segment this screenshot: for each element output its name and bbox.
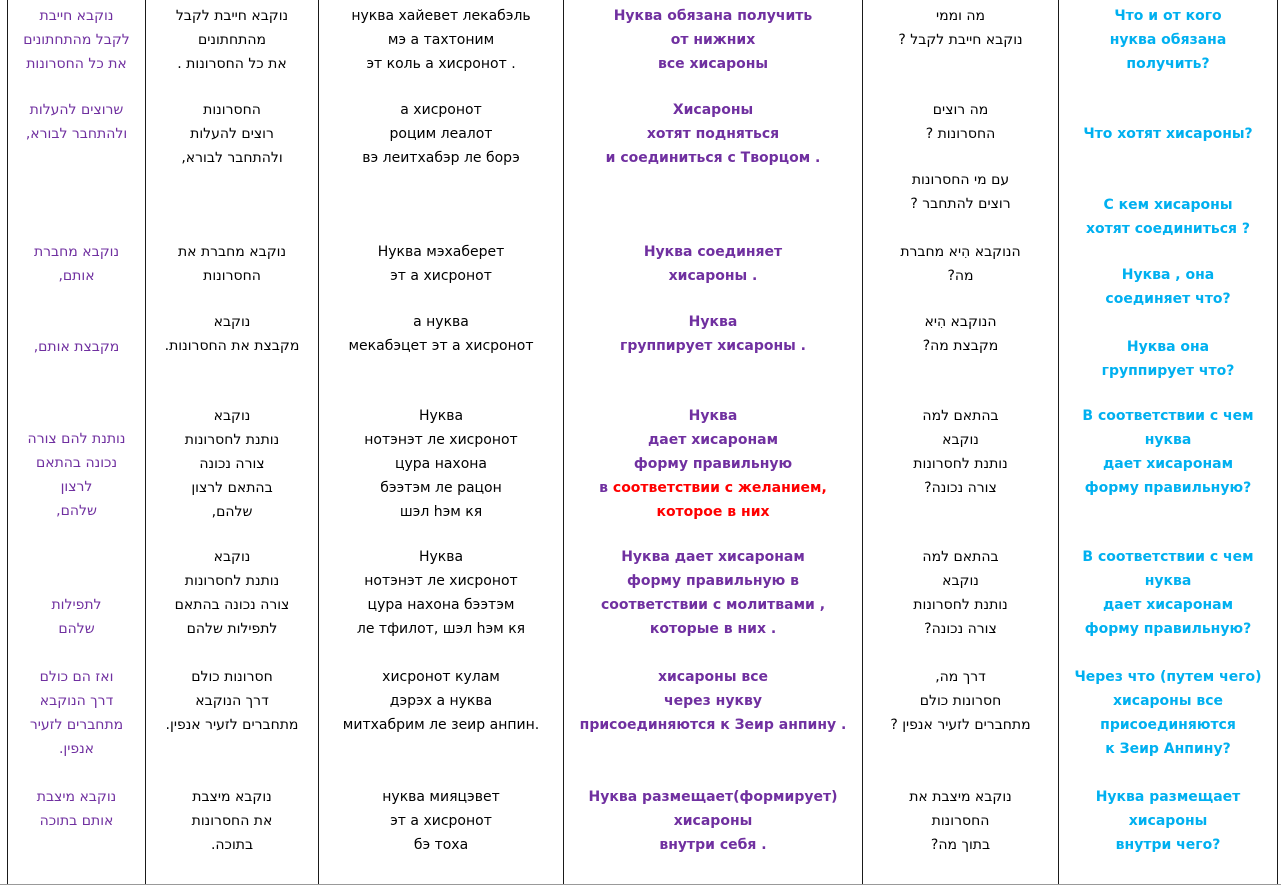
column-hebrew-questions xyxy=(862,0,1058,884)
cell-line: Нуква обязана получить xyxy=(613,8,813,24)
cell-line: מהתחתונים xyxy=(197,32,267,48)
cell-line: דרך הנוקבא xyxy=(195,693,269,709)
cell-line: нуква хайевет лекабэль xyxy=(351,8,531,24)
cell-line: дэрэх а нуква xyxy=(389,693,493,709)
cell-line: дает хисаронам xyxy=(647,432,779,448)
cell-line: хисароны . xyxy=(668,268,758,284)
cell-line: בהתאם למה xyxy=(922,549,999,565)
cell-line: Нуква дает хисаронам xyxy=(621,549,805,565)
column-russian-translation xyxy=(563,0,862,884)
cell-line: . את כל החסרונות xyxy=(177,56,287,72)
cell-line: нуква обязана xyxy=(1109,32,1227,48)
cell-line: роцим леалот xyxy=(389,126,493,142)
cell-line: от нижних xyxy=(670,32,756,48)
cell-line: .אנפין xyxy=(58,741,95,757)
cell-line: эт а хисронот xyxy=(390,268,492,284)
cell-line: вэ леитхабэр ле борэ xyxy=(362,150,520,166)
cell-line: Нуква , она xyxy=(1121,267,1215,283)
cell-line: עם מי החסרונות xyxy=(911,172,1010,188)
cell-line: присоединяются xyxy=(1100,717,1236,733)
cell-line: нотэнэт ле хисронот xyxy=(364,573,518,589)
cell-line: бээтэм ле рацон xyxy=(380,480,502,496)
cell-line: группирует что? xyxy=(1101,363,1235,379)
cell-line: цура нахона xyxy=(394,456,488,472)
cell-line: форму правильную? xyxy=(1084,480,1252,496)
cell-line: נוקבא xyxy=(213,408,251,424)
cell-line: все хисароны xyxy=(657,56,769,72)
cell-line: נוקבא xyxy=(942,573,979,589)
cell-line: נוקבא מיצבת xyxy=(192,789,272,805)
cell-line: מתחברים לזעיר xyxy=(29,717,124,733)
cell-line: ,מקבצת אותם xyxy=(33,339,120,355)
cell-line: хисароны xyxy=(673,813,753,829)
cell-line: אותם בתוכה xyxy=(39,813,114,829)
cell-line: נותנת להם צורה xyxy=(27,431,126,447)
cell-line xyxy=(564,476,862,500)
cell-line: хисароны все xyxy=(1112,693,1224,709)
cell-line: לתפילות xyxy=(51,597,102,613)
red-prefix: в xyxy=(599,480,613,496)
cell-line: דרך הנוקבא xyxy=(39,693,114,709)
cell-line: нуква xyxy=(1144,573,1192,589)
cell-line: נוקבא מחברת את xyxy=(177,244,287,260)
cell-line: החסרונות xyxy=(203,268,261,284)
column-hebrew-short xyxy=(7,0,145,884)
cell-line: את החסרונות xyxy=(191,813,273,829)
cell-line: בהתאם למה xyxy=(922,408,999,424)
cell-line: ? נוקבא חייבת לקבל xyxy=(898,32,1023,48)
cell-line: נכונה בהתאם xyxy=(35,455,118,471)
cell-line: хисронот кулам xyxy=(382,669,500,685)
cell-line: ? מתחברים לזעיר אנפין xyxy=(890,717,1031,733)
cell-line: дает хисаронам xyxy=(1102,597,1234,613)
cell-line: נוקבא xyxy=(942,432,979,448)
cell-line: ,ולהתחבר לבורא xyxy=(25,126,128,142)
cell-line: которое в них xyxy=(656,504,770,520)
cell-line: Нуква xyxy=(418,549,464,565)
cell-line: цура нахона бээтэм xyxy=(367,597,515,613)
cell-line: .בתוכה xyxy=(210,837,254,853)
cell-line: נותנת לחסרונות xyxy=(184,573,280,589)
cell-line: ואז הם כולם xyxy=(39,669,114,685)
cell-line: Нуква xyxy=(688,314,738,330)
cell-line: дает хисаронам xyxy=(1102,456,1234,472)
cell-line: внутри себя . xyxy=(659,837,767,853)
column-russian-questions xyxy=(1058,0,1278,884)
cell-line: форму правильную xyxy=(633,456,793,472)
cell-line: форму правильную? xyxy=(1084,621,1252,637)
cell-line: את כל החסרונות xyxy=(26,56,127,72)
cell-line: ?מקבצת מה xyxy=(922,338,999,354)
cell-line: к Зеир Анпину? xyxy=(1105,741,1231,757)
cell-line: а нуква xyxy=(413,314,469,330)
cell-line: נוקבא חייבת לקבל xyxy=(175,8,289,24)
column-transliteration xyxy=(318,0,563,884)
cell-line: לרצון xyxy=(60,479,93,495)
cell-line: Нуква xyxy=(418,408,464,424)
cell-line: которые в них . xyxy=(649,621,777,637)
cell-line: Что и от кого xyxy=(1114,8,1222,24)
red-highlight: соответствии с желанием, xyxy=(612,480,827,496)
cell-line: мэ а тахтоним xyxy=(387,32,495,48)
cell-line: ?מה xyxy=(947,268,974,284)
cell-line: לקבל מהתחתונים xyxy=(23,32,130,48)
cell-line: לתפילות שלהם xyxy=(186,621,278,637)
cell-line: Нуква размещает xyxy=(1095,789,1241,805)
cell-line: хисароны все xyxy=(657,669,769,685)
cell-line: ?צורה נכונה xyxy=(924,480,997,496)
cell-line: получить? xyxy=(1126,56,1210,72)
cell-line: נוקבא xyxy=(213,549,251,565)
cell-line: хотят подняться xyxy=(646,126,780,142)
cell-line: нуква мияцэвет xyxy=(382,789,500,805)
cell-line: נוקבא מיצבת xyxy=(36,789,117,805)
cell-line: נוקבא מיצבת את xyxy=(909,789,1012,805)
cell-line: мекабэцет эт а хисронот xyxy=(348,338,534,354)
cell-line: бэ тоха xyxy=(413,837,469,853)
cell-line: ,דרך מה xyxy=(935,669,986,685)
cell-line: форму правильную в xyxy=(626,573,800,589)
cell-line: Нуква она xyxy=(1126,339,1210,355)
cell-line: эт а хисронот xyxy=(390,813,492,829)
cell-line: ,שלהם xyxy=(211,504,253,520)
cell-line: Нуква мэхаберет xyxy=(377,244,505,260)
cell-line: חסרונות כולם xyxy=(191,669,273,685)
cell-line: נוקבא חייבת xyxy=(39,8,114,24)
cell-line: מה וממי xyxy=(935,8,986,24)
bottom-divider xyxy=(0,884,1281,885)
cell-line: эт коль а хисронот . xyxy=(366,56,516,72)
cell-line: В соответствии с чем xyxy=(1082,408,1254,424)
cell-line: внутри чего? xyxy=(1115,837,1221,853)
cell-line: ? החסרונות xyxy=(925,126,996,142)
cell-line: מה רוצים xyxy=(932,102,989,118)
cell-line: Нуква xyxy=(688,408,738,424)
cell-line: שלהם xyxy=(58,621,95,637)
cell-line: присоединяются к Зеир анпину . xyxy=(579,717,847,733)
cell-line: Через что (путем чего) xyxy=(1074,669,1262,685)
cell-line: צורה נכונה בהתאם xyxy=(174,597,290,613)
cell-line: нуква xyxy=(1144,432,1192,448)
cell-line: ? רוצים להתחבר xyxy=(910,196,1011,212)
cell-line: ?בתוך מה xyxy=(930,837,991,853)
cell-line: В соответствии с чем xyxy=(1082,549,1254,565)
cell-line: נוקבא מחברת xyxy=(33,244,120,260)
cell-line: הנוקבא הִיא מחברת xyxy=(900,244,1021,260)
cell-line: соответствии с молитвами , xyxy=(600,597,826,613)
cell-line: хисароны xyxy=(1128,813,1208,829)
cell-line: צורה נכונה xyxy=(199,456,265,472)
cell-line: ,שלהם xyxy=(56,503,97,519)
cell-line: Нуква соединяет xyxy=(643,244,783,260)
cell-line: .מתחברים לזעיר אנפין xyxy=(165,717,299,733)
cell-line: соединяет что? xyxy=(1105,291,1231,307)
cell-line: בהתאם לרצון xyxy=(191,480,273,496)
cell-line: шэл hэм кя xyxy=(399,504,483,520)
cell-line: хотят соединиться ? xyxy=(1085,221,1250,237)
cell-line: הנוקבא הִיא xyxy=(924,314,997,330)
cell-line: через нукву xyxy=(664,693,762,709)
cell-line: .מקבצת את החסרונות xyxy=(164,338,300,354)
cell-line: а хисронот xyxy=(400,102,482,118)
cell-line: נוקבא xyxy=(213,314,251,330)
cell-line: נותנת לחסרונות xyxy=(913,597,1008,613)
column-hebrew-full xyxy=(145,0,318,884)
cell-line: רוצים להעלות xyxy=(190,126,274,142)
cell-line: ,ולהתחבר לבורא xyxy=(181,150,283,166)
cell-line: נותנת לחסרונות xyxy=(184,432,280,448)
cell-line: митхабрим ле зеир анпин. xyxy=(342,717,540,733)
cell-line: חסרונות כולם xyxy=(919,693,1002,709)
cell-line: שרוצים להעלות xyxy=(29,102,124,118)
cell-line: и соединиться с Творцом . xyxy=(605,150,821,166)
cell-line: החסרונות xyxy=(203,102,261,118)
cell-line: Нуква размещает(формирует) xyxy=(588,789,838,805)
cell-line: ле тфилот, шэл hэм кя xyxy=(356,621,526,637)
cell-line: ?צורה נכונה xyxy=(924,621,997,637)
cell-line: С кем хисароны xyxy=(1103,197,1233,213)
cell-line: Что хотят хисароны? xyxy=(1083,126,1253,142)
cell-line: החסרונות xyxy=(931,813,990,829)
cell-line: נותנת לחסרונות xyxy=(913,456,1008,472)
cell-line: Хисароны xyxy=(672,102,754,118)
cell-line: группирует хисароны . xyxy=(620,338,806,354)
cell-line: ,אותם xyxy=(58,268,95,284)
cell-line: нотэнэт ле хисронот xyxy=(364,432,518,448)
